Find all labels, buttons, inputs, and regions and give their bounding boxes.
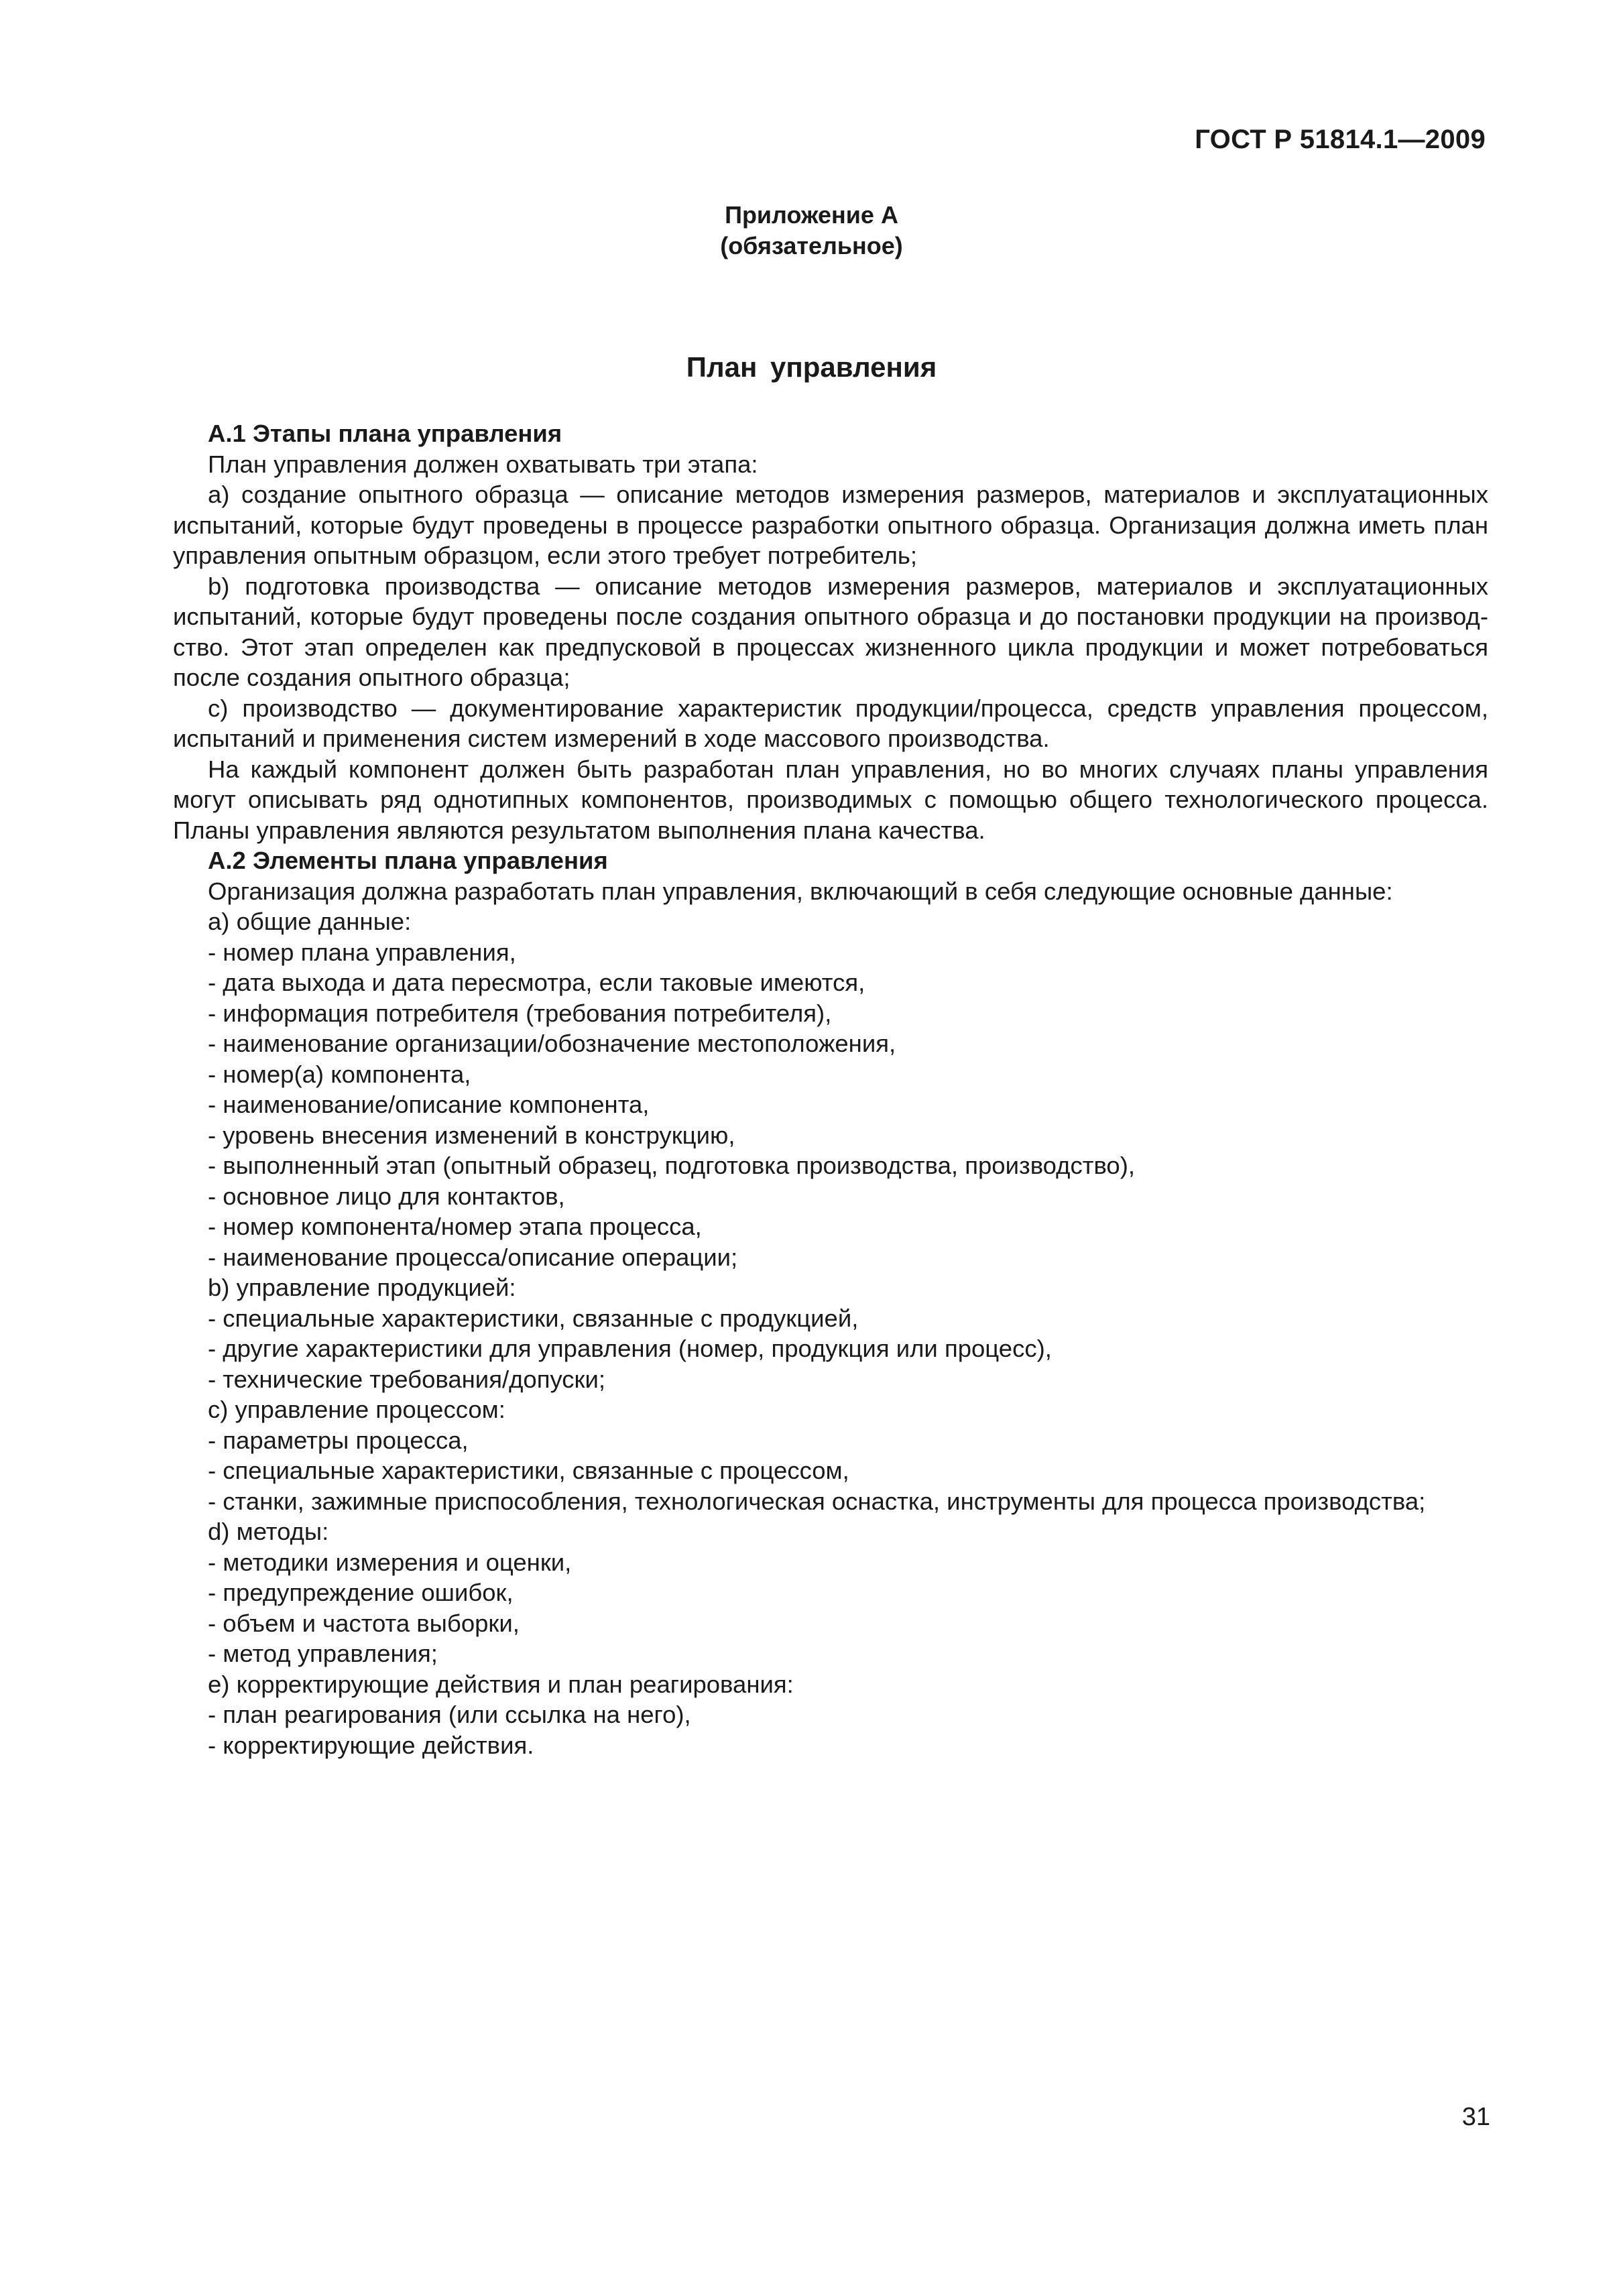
list-item: - специальные характеристики, связанные с продукцией, [208, 1304, 859, 1332]
appendix-heading [0, 200, 1623, 261]
list-item: - станки, зажимные приспособления, технологическая оснастка, инструменты для процесса производства; [208, 1487, 1426, 1515]
list-item: - наименование/описание компонента, [208, 1091, 650, 1118]
section-a1-intro: План управления должен охватывать три этапа: [208, 450, 758, 478]
page-number: 31 [1461, 2103, 1490, 2131]
list-item: - основное лицо для контактов, [208, 1182, 565, 1210]
list-item: - технические требования/допуски; [208, 1365, 606, 1393]
section-a1-item-b: b) подготовка производства — описание методов измерения размеров, материалов и эксплуатационных испытаний, которые будут проведены после создания опытного образца и до постановки продукции на производ-ство. Этот этап определен как предпусковой в процессах жизненного цикла продукции и может потребоваться после создания опытного образца; [173, 572, 1488, 691]
group-label: а) общие данные: [208, 908, 412, 935]
section-a1-item-c: с) производство — документирование характеристик продукции/процесса, средств управления процессом, испытаний и применения систем измерений в ходе массового производства. [173, 694, 1488, 752]
list-item: - план реагирования (или ссылка на него), [208, 1701, 691, 1728]
appendix-status: (обязательное) [720, 232, 903, 259]
section-a1-heading: А.1 Этапы плана управления [208, 420, 562, 447]
group-label: с) управление процессом: [208, 1396, 505, 1423]
list-item: - наименование процесса/описание операции; [208, 1243, 738, 1271]
page-title: План управления [686, 351, 937, 383]
list-item: - уровень внесения изменений в конструкцию, [208, 1121, 735, 1149]
list-item: - параметры процесса, [208, 1426, 469, 1454]
list-item: - объем и частота выборки, [208, 1609, 520, 1637]
list-item: - информация потребителя (требования потребителя), [208, 999, 832, 1027]
group-label: d) методы: [208, 1518, 329, 1545]
list-item: - номер(а) компонента, [208, 1060, 471, 1088]
list-item: - корректирующие действия. [208, 1731, 534, 1759]
list-item: - выполненный этап (опытный образец, подготовка производства, производство), [208, 1152, 1136, 1179]
list-item: - предупреждение ошибок, [208, 1579, 514, 1606]
list-item: - наименование организации/обозначение местоположения, [208, 1030, 896, 1057]
section-a2-heading: А.2 Элементы плана управления [208, 847, 608, 874]
list-item: - метод управления; [208, 1640, 438, 1667]
list-item: - другие характеристики для управления (номер, продукция или процесс), [208, 1335, 1052, 1362]
group-label: е) корректирующие действия и план реагирования: [208, 1670, 794, 1698]
list-item: - дата выхода и дата пересмотра, если таковые имеются, [208, 969, 865, 996]
list-item: - специальные характеристики, связанные с процессом, [208, 1457, 849, 1484]
appendix-label: Приложение А [725, 201, 898, 229]
list-item: - номер компонента/номер этапа процесса, [208, 1213, 702, 1240]
document-body [173, 418, 1488, 1760]
list-item: - методики измерения и оценки, [208, 1548, 572, 1576]
section-a1-closing: На каждый компонент должен быть разработан план управления, но во многих случаях планы управления могут описывать ряд однотипных компонентов, производимых с помощью общего технологического процесса. Планы управления являются результатом выполнения плана качества. [173, 755, 1488, 844]
list-item: - номер плана управления, [208, 938, 516, 966]
section-a1-item-a: а) создание опытного образца — описание методов измерения размеров, материалов и эксплуатационных испытаний, которые будут проведены в процессе разработки опытного образца. Организация должна иметь план управления опытным образцом, если этого требует потребитель; [173, 481, 1488, 569]
document-code: ГОСТ Р 51814.1—2009 [1195, 125, 1486, 154]
section-a2-intro: Организация должна разработать план управления, включающий в себя следующие основные данные: [208, 877, 1393, 905]
group-label: b) управление продукцией: [208, 1274, 516, 1301]
